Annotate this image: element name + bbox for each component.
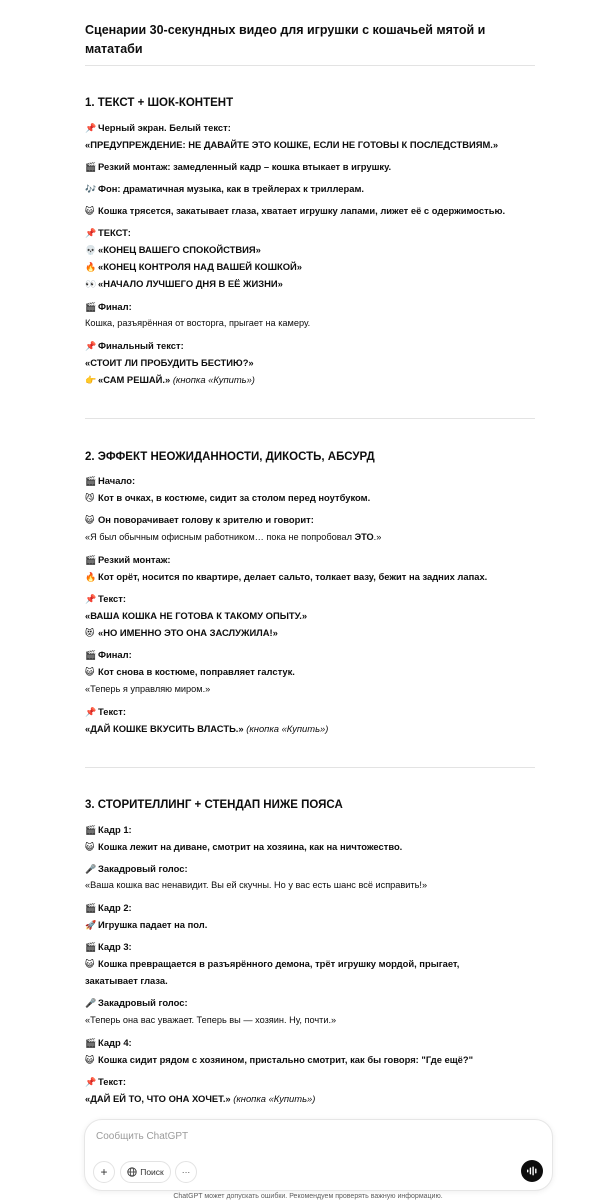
- clapper-icon: 🎬: [85, 162, 97, 172]
- s1-line: 👉 «САМ РЕШАЙ.» (кнопка «Купить»): [85, 374, 255, 385]
- pin-icon: 📌: [85, 341, 97, 351]
- pointing-hand-icon: 👉: [85, 375, 97, 385]
- s2-line: «ВАША КОШКА НЕ ГОТОВА К ТАКОМУ ОПЫТУ.»: [85, 610, 308, 621]
- microphone-icon: 🎤: [85, 998, 97, 1008]
- disclaimer: ChatGPT может допускать ошибки. Рекомендуем проверять важную информацию.: [173, 1193, 443, 1200]
- s3-line: «Ваша кошка вас ненавидит. Вы ей скучны. Но у вас есть шанс всё исправить!»: [85, 880, 428, 890]
- more-icon: ···: [181, 1167, 191, 1177]
- s2-line: «ДАЙ КОШКЕ ВКУСИТЬ ВЛАСТЬ.» (кнопка «Купить»): [85, 723, 329, 734]
- s3-line: 🎬 Кадр 3:: [85, 941, 132, 952]
- cat-icon: 😺: [85, 515, 95, 525]
- attach-button[interactable]: [93, 1161, 115, 1183]
- s3-line: 🚀 Игрушка падает на пол.: [85, 919, 208, 930]
- clapper-icon: 🎬: [85, 302, 97, 312]
- s1-line: 🎬 Финал:: [85, 301, 132, 312]
- s1-line: 😺 Кошка трясется, закатывает глаза, хватает игрушку лапами, лижет её с одержимостью.: [85, 205, 506, 216]
- pin-icon: 📌: [85, 123, 97, 133]
- s2-line: 📌 Текст:: [85, 593, 126, 604]
- s3-line: 😺 Кошка сидит рядом с хозяином, пристально смотрит, как бы говоря: "Где ещё?": [85, 1054, 474, 1065]
- s3-line: 🎤 Закадровый голос:: [85, 863, 188, 874]
- fire-icon: 🔥: [85, 572, 97, 582]
- s2-line: 🎬 Финал:: [85, 649, 132, 660]
- section-3-heading: 3. СТОРИТЕЛЛИНГ + СТЕНДАП НИЖЕ ПОЯСА: [85, 799, 343, 811]
- s2-line: 😻 «НО ИМЕННО ЭТО ОНА ЗАСЛУЖИЛА!»: [85, 627, 278, 638]
- cat-icon: 😺: [85, 842, 95, 852]
- clapper-icon: 🎬: [85, 555, 97, 565]
- cat-icon: 😺: [85, 667, 95, 677]
- s1-line: Кошка, разъярённая от восторга, прыгает на камеру.: [85, 318, 311, 328]
- cat-glasses-icon: 😼: [85, 493, 95, 503]
- s1-line: 💀 «КОНЕЦ ВАШЕГО СПОКОЙСТВИЯ»: [85, 244, 261, 255]
- globe-icon: [127, 1167, 137, 1177]
- divider: [85, 65, 535, 66]
- pin-icon: 📌: [85, 707, 97, 717]
- s1-line: 📌 Финальный текст:: [85, 340, 184, 351]
- s1-line: 🎶 Фон: драматичная музыка, как в трейлерах к триллерам.: [85, 183, 364, 194]
- fire-icon: 🔥: [85, 262, 97, 272]
- music-note-icon: 🎶: [85, 184, 97, 194]
- s3-line: 😺 Кошка превращается в разъярённого демона, трёт игрушку мордой, прыгает,: [85, 958, 460, 969]
- cat-heart-eyes-icon: 😻: [85, 628, 95, 638]
- clapper-icon: 🎬: [85, 825, 97, 835]
- s3-line: 🎬 Кадр 2:: [85, 902, 132, 913]
- divider: [85, 767, 535, 768]
- search-button[interactable]: [120, 1161, 171, 1183]
- s1-line: 🔥 «КОНЕЦ КОНТРОЛЯ НАД ВАШЕЙ КОШКОЙ»: [85, 261, 302, 272]
- eyes-icon: 👀: [85, 279, 97, 289]
- s1-line: 📌 ТЕКСТ:: [85, 227, 131, 238]
- s3-line: 😺 Кошка лежит на диване, смотрит на хозяина, как на ничтожество.: [85, 841, 403, 852]
- divider: [85, 418, 535, 419]
- s2-line: 😺 Он поворачивает голову к зрителю и говорит:: [85, 514, 314, 525]
- s2-line: 🎬 Резкий монтаж:: [85, 554, 171, 565]
- s3-line: 🎬 Кадр 1:: [85, 824, 132, 835]
- s2-line: 😺 Кот снова в костюме, поправляет галстук.: [85, 666, 295, 677]
- s3-line: 🎤 Закадровый голос:: [85, 997, 188, 1008]
- s2-line: 🎬 Начало:: [85, 475, 136, 486]
- more-options-button[interactable]: [175, 1161, 197, 1183]
- rocket-icon: 🚀: [85, 920, 97, 930]
- s1-line: 👀 «НАЧАЛО ЛУЧШЕГО ДНЯ В ЕЁ ЖИЗНИ»: [85, 278, 283, 289]
- s2-line: 📌 Текст:: [85, 706, 126, 717]
- cat-icon: 😺: [85, 1055, 95, 1065]
- waveform-icon: [526, 1166, 538, 1176]
- clapper-icon: 🎬: [85, 650, 97, 660]
- search-label: Поиск: [140, 1167, 164, 1177]
- message-composer: [84, 1119, 553, 1191]
- clapper-icon: 🎬: [85, 1038, 97, 1048]
- s1-warning-text: «ПРЕДУПРЕЖДЕНИЕ: НЕ ДАВАЙТЕ ЭТО КОШКЕ, ЕСЛИ НЕ ГОТОВЫ К ПОСЛЕДСТВИЯМ.»: [85, 139, 499, 150]
- clapper-icon: 🎬: [85, 476, 97, 486]
- s1-line: «СТОИТ ЛИ ПРОБУДИТЬ БЕСТИЮ?»: [85, 357, 254, 368]
- s1-line: 🎬 Резкий монтаж: замедленный кадр – кошка втыкает в игрушку.: [85, 161, 392, 172]
- s2-line: «Я был обычным офисным работником… пока не попробовал ЭТО.»: [85, 532, 382, 542]
- s3-line: закатывает глаза.: [85, 975, 168, 986]
- page-title: Сценарии 30-секундных видео для игрушки с кошачьей мятой и мататаби: [85, 23, 486, 56]
- s3-line: «ДАЙ ЕЙ ТО, ЧТО ОНА ХОЧЕТ.» (кнопка «Купить»): [85, 1093, 316, 1104]
- clapper-icon: 🎬: [85, 903, 97, 913]
- skull-icon: 💀: [85, 245, 97, 255]
- s3-line: «Теперь она вас уважает. Теперь вы — хозяин. Ну, почти.»: [85, 1015, 337, 1025]
- pin-icon: 📌: [85, 594, 97, 604]
- microphone-icon: 🎤: [85, 864, 97, 874]
- s2-line: 🔥 Кот орёт, носится по квартире, делает сальто, толкает вазу, бежит на задних лапах.: [85, 571, 488, 582]
- s2-line: 😼 Кот в очках, в костюме, сидит за столом перед ноутбуком.: [85, 492, 371, 503]
- s1-line: 📌 Черный экран. Белый текст:: [85, 122, 231, 133]
- plus-icon: +: [100, 1165, 108, 1179]
- clapper-icon: 🎬: [85, 942, 97, 952]
- section-1-heading: 1. ТЕКСТ + ШОК-КОНТЕНТ: [85, 97, 234, 109]
- message-input[interactable]: [94, 1126, 518, 1146]
- section-2-heading: 2. ЭФФЕКТ НЕОЖИДАННОСТИ, ДИКОСТЬ, АБСУРД: [85, 451, 375, 463]
- s3-line: 📌 Текст:: [85, 1076, 126, 1087]
- s2-line: «Теперь я управляю миром.»: [85, 684, 211, 694]
- voice-mode-button[interactable]: [521, 1160, 543, 1182]
- pin-icon: 📌: [85, 228, 97, 238]
- pin-icon: 📌: [85, 1077, 97, 1087]
- s3-line: 🎬 Кадр 4:: [85, 1037, 132, 1048]
- cat-icon: 😺: [85, 206, 95, 216]
- cat-icon: 😺: [85, 959, 95, 969]
